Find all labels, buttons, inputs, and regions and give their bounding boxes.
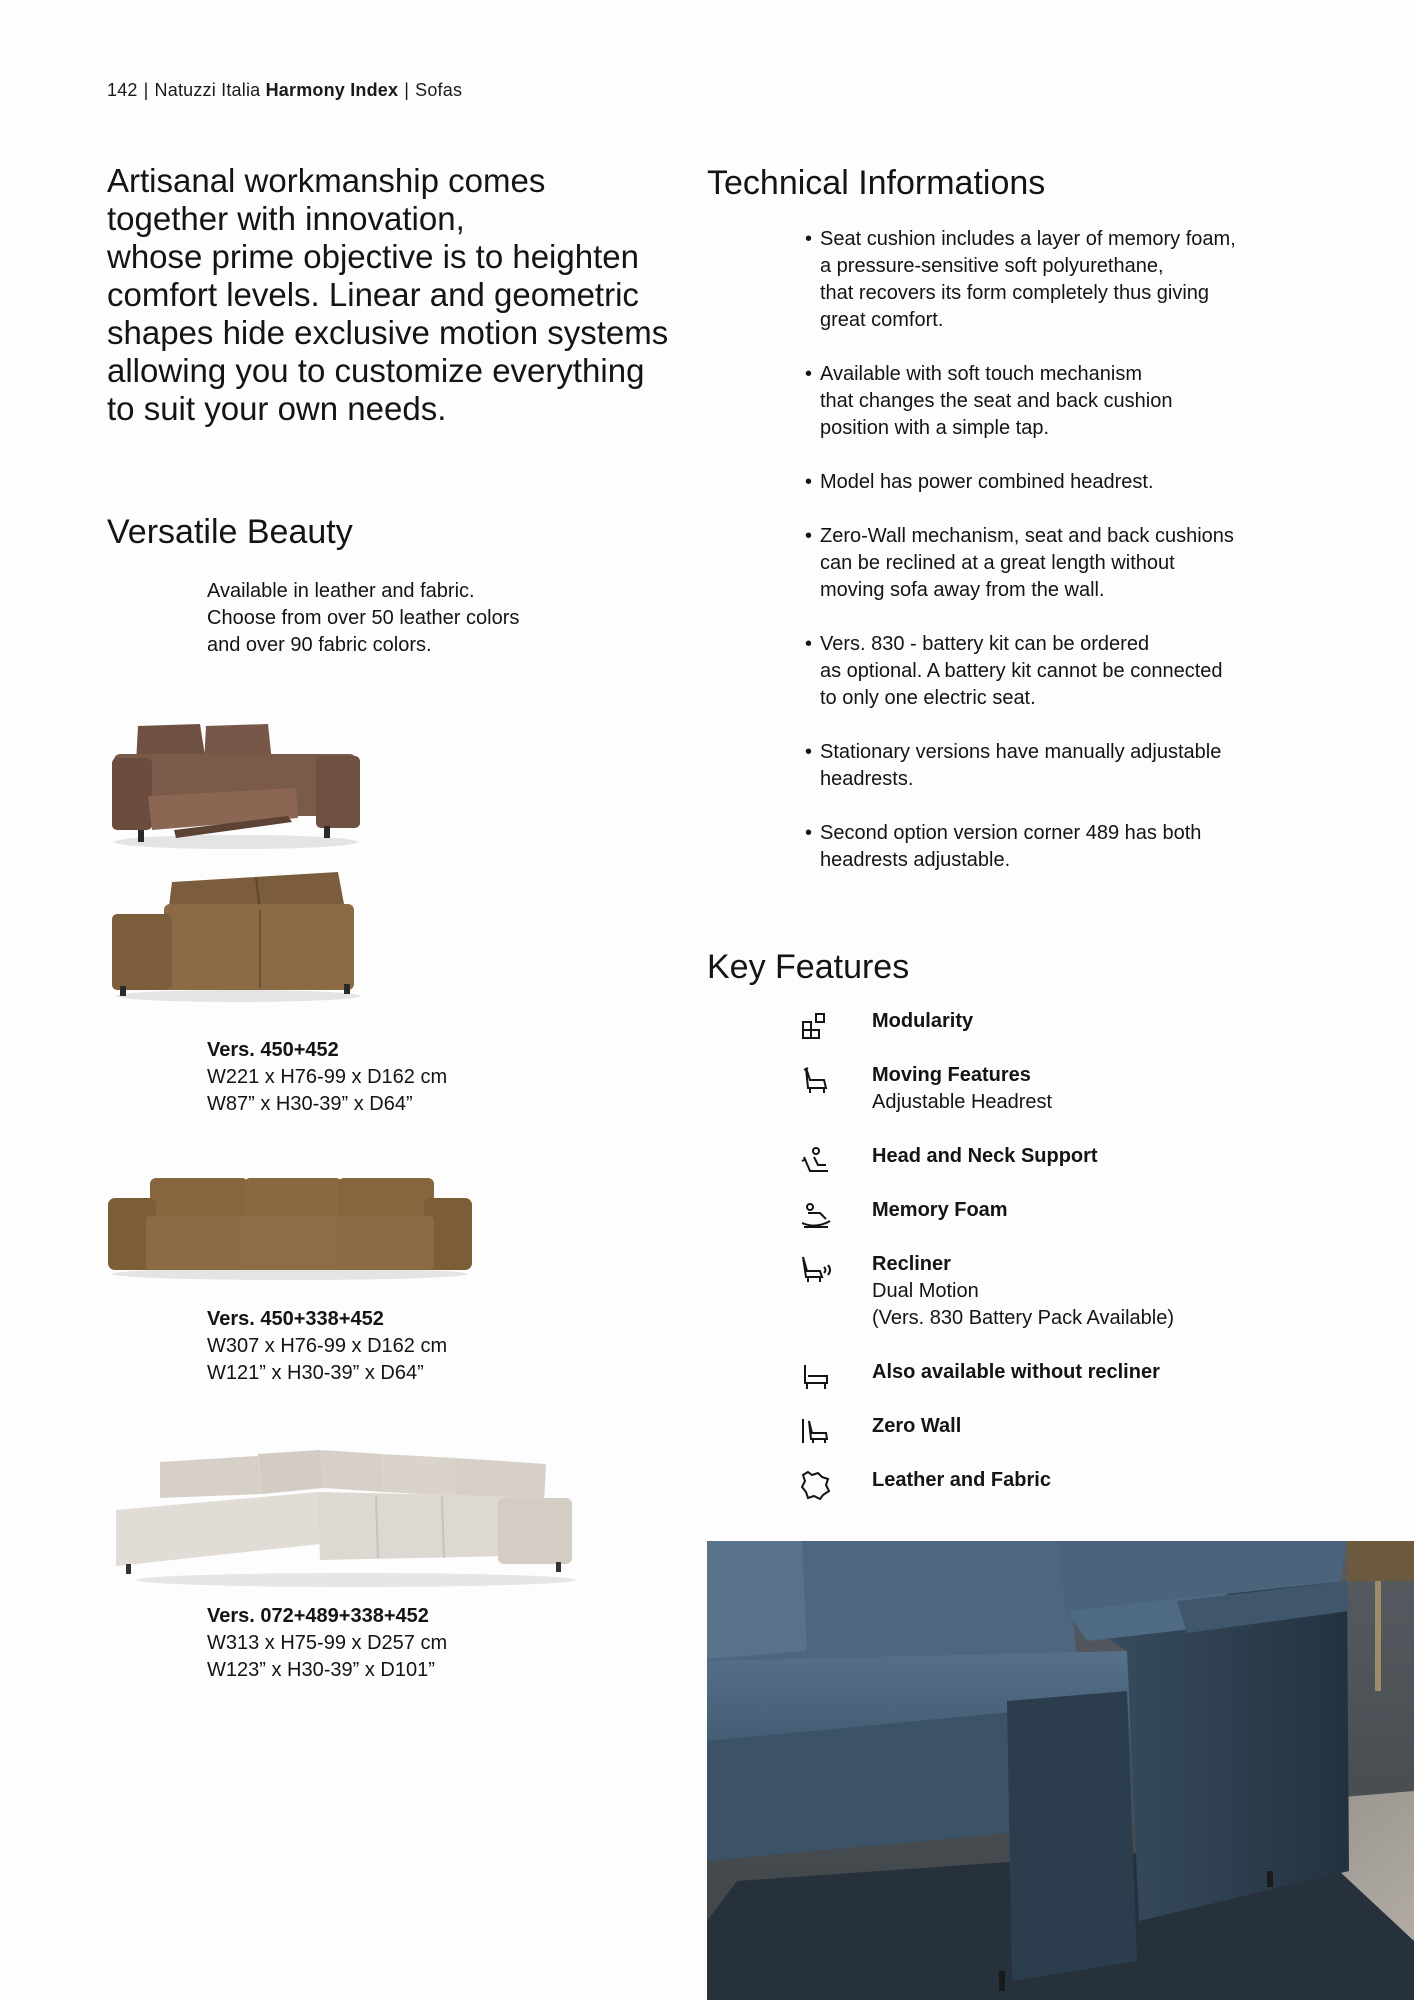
sofa-image-corner-cream	[106, 1448, 581, 1590]
modularity-icon	[800, 1010, 832, 1042]
recliner-icon	[800, 1253, 832, 1285]
feature-title: Leather and Fabric	[872, 1469, 1051, 1491]
version-metric: W313 x H75-99 x D257 cm	[207, 1632, 448, 1654]
intro-line: shapes hide exclusive motion systems	[107, 314, 669, 351]
technical-item: • Model has power combined headrest.	[805, 469, 1295, 496]
sofa-image-recliner-brown	[108, 718, 363, 853]
key-features-heading: Key Features	[707, 948, 910, 986]
head-neck-support-icon	[800, 1145, 832, 1177]
technical-list	[805, 226, 1295, 901]
technical-heading: Technical Informations	[707, 164, 1046, 202]
version-imperial: W123” x H30-39” x D101”	[207, 1659, 435, 1681]
leather-fabric-icon	[800, 1469, 832, 1501]
technical-item: • Second option version corner 489 has both headrests adjustable.	[805, 820, 1295, 874]
technical-item: • Vers. 830 - battery kit can be ordered as optional. A battery kit cannot be connected to only one electric seat.	[805, 631, 1295, 712]
versatile-text	[207, 578, 519, 659]
moving-features-icon	[800, 1064, 832, 1096]
feature-title: Memory Foam	[872, 1199, 1008, 1221]
brand-name: Natuzzi Italia	[154, 80, 261, 100]
version-imperial: W87” x H30-39” x D64”	[207, 1093, 413, 1115]
intro-line: Artisanal workmanship comes	[107, 162, 546, 199]
feature-subtitle: Adjustable Headrest	[872, 1091, 1053, 1113]
sofa-image-tan-rear	[108, 870, 363, 1005]
feature-title: Also available without recliner	[872, 1361, 1160, 1383]
intro-line: whose prime objective is to heighten	[107, 238, 639, 275]
feature-title: Recliner	[872, 1253, 951, 1275]
version-spec-3	[207, 1603, 447, 1684]
chair-icon	[800, 1361, 832, 1393]
versatile-heading: Versatile Beauty	[107, 513, 353, 551]
version-metric: W307 x H76-99 x D162 cm	[207, 1335, 448, 1357]
version-name: Vers. 450+452	[207, 1039, 339, 1061]
version-imperial: W121” x H30-39” x D64”	[207, 1362, 424, 1384]
zero-wall-icon	[800, 1415, 832, 1447]
intro-line: together with innovation,	[107, 200, 465, 237]
version-spec-1	[207, 1037, 447, 1118]
technical-item: • Seat cushion includes a layer of memory foam, a pressure-sensitive soft polyurethane, that recovers its form completely thus giving great comfort.	[805, 226, 1295, 334]
feature-subtitle: Dual Motion	[872, 1280, 979, 1302]
technical-item: • Stationary versions have manually adjustable headrests.	[805, 739, 1295, 793]
index-name: Harmony Index	[265, 80, 399, 100]
feature-title: Modularity	[872, 1010, 974, 1032]
intro-line: to suit your own needs.	[107, 390, 447, 427]
feature-subtitle: (Vers. 830 Battery Pack Available)	[872, 1307, 1175, 1329]
version-spec-2	[207, 1306, 447, 1387]
feature-title: Zero Wall	[872, 1415, 962, 1437]
lifestyle-photo-blue-sofa	[707, 1541, 1414, 2000]
intro-line: allowing you to customize everything	[107, 352, 645, 389]
page-number: 142	[107, 80, 138, 100]
versatile-line: and over 90 fabric colors.	[207, 634, 432, 656]
technical-item: • Zero-Wall mechanism, seat and back cushions can be reclined at a great length without moving sofa away from the wall.	[805, 523, 1295, 604]
feature-title: Moving Features	[872, 1064, 1031, 1086]
version-metric: W221 x H76-99 x D162 cm	[207, 1066, 448, 1088]
feature-title: Head and Neck Support	[872, 1145, 1098, 1167]
section-name: Sofas	[415, 80, 463, 100]
page-header: 142 | Natuzzi Italia Harmony Index | Sofas	[107, 80, 463, 100]
intro-line: comfort levels. Linear and geometric	[107, 276, 639, 313]
technical-item: • Available with soft touch mechanism that changes the seat and back cushion position with a simple tap.	[805, 361, 1295, 442]
version-name: Vers. 072+489+338+452	[207, 1605, 429, 1627]
intro-text	[107, 162, 687, 428]
memory-foam-icon	[800, 1199, 832, 1231]
versatile-line: Choose from over 50 leather colors	[207, 607, 520, 629]
sofa-image-three-seater	[106, 1172, 474, 1282]
versatile-line: Available in leather and fabric.	[207, 580, 475, 602]
version-name: Vers. 450+338+452	[207, 1308, 384, 1330]
